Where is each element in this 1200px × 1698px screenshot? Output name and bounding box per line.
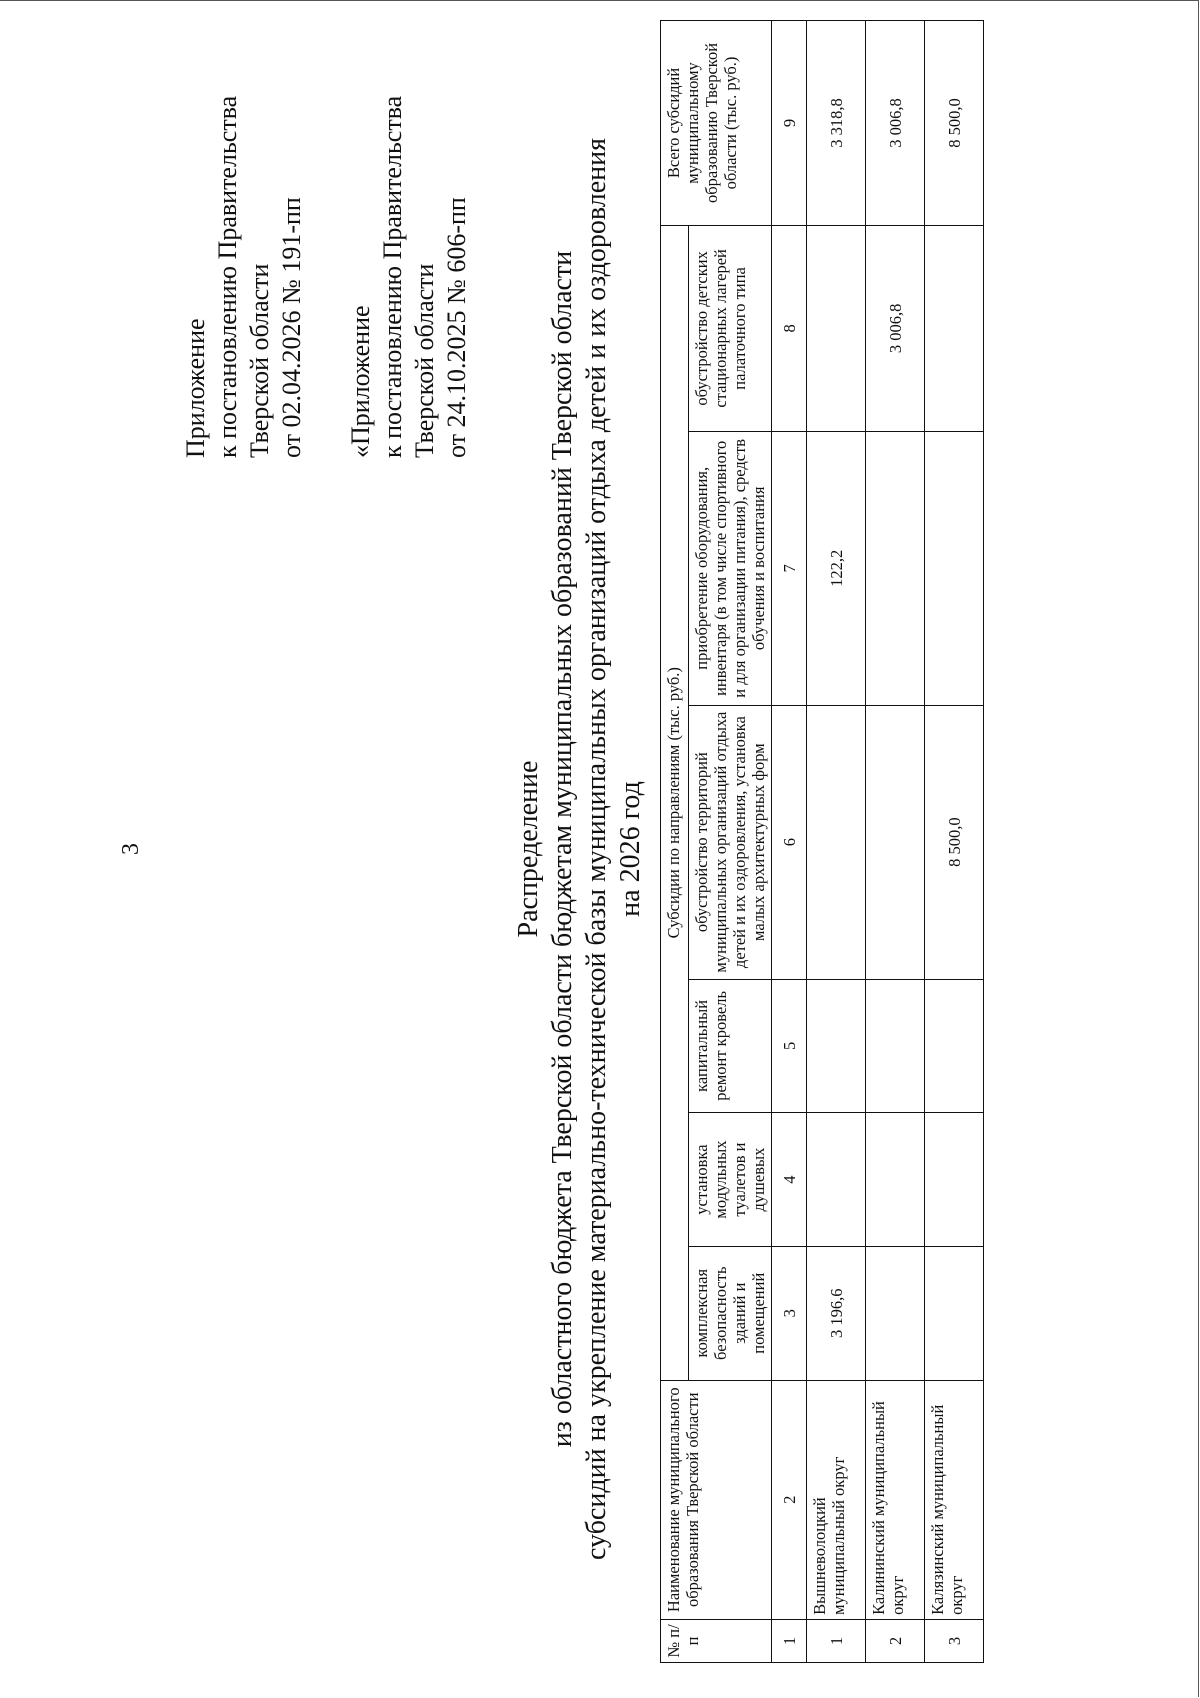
row-col-7	[925, 431, 984, 705]
row-col-8	[807, 225, 866, 431]
row-col-3	[866, 1246, 925, 1380]
row-col-3	[925, 1246, 984, 1380]
header-subsidy-group: Субсидии по направлениям (тыс. руб.)	[661, 225, 689, 1380]
table-row	[866, 21, 925, 1663]
column-number: 5	[772, 979, 807, 1113]
appendix-current-line-4: от 02.04.2026 № 191-пп	[277, 197, 306, 458]
column-number-row	[772, 21, 807, 1663]
appendix-current-line-2: к постановлению Правительства	[213, 95, 242, 458]
row-col-6	[866, 705, 925, 979]
header-total: Всего субсидий муниципальному образованию Тверской области (тыс. руб.)	[661, 21, 772, 226]
header-name: Наименование муниципального образования Тверской области	[661, 1380, 772, 1619]
document-title	[512, 0, 648, 1698]
subsidy-table	[660, 20, 984, 1663]
row-col-8	[925, 225, 984, 431]
row-total: 3 006,8	[866, 21, 925, 226]
appendix-previous-line-1: «Приложение	[346, 305, 375, 458]
appendix-current-block	[180, 96, 308, 458]
row-name: Калязинский муниципальный округ	[925, 1380, 984, 1619]
row-col-4	[866, 1113, 925, 1247]
title-line-2: из областного бюджета Тверской области бюджетам муниципальных образований Тверской области	[547, 250, 578, 1448]
row-col-5	[866, 979, 925, 1113]
appendix-current-line-1: Приложение	[181, 318, 210, 458]
header-col-5: капитальный ремонт кровель	[689, 979, 772, 1113]
title-line-3: субсидий на укрепление материально-технической базы муниципальных организаций отдыха детей и их оздоровления	[581, 138, 612, 1560]
appendix-previous-line-3: Тверской области	[410, 263, 439, 458]
row-col-5	[807, 979, 866, 1113]
header-num: № п/п	[661, 1619, 772, 1662]
row-col-7	[866, 431, 925, 705]
column-number: 4	[772, 1113, 807, 1247]
row-col-5	[925, 979, 984, 1113]
column-number: 9	[772, 21, 807, 226]
appendix-current-line-3: Тверской области	[245, 263, 274, 458]
header-col-6: обустройство территорий муниципальных организаций отдыха детей и их оздоровления, установка малых архитектурных форм	[689, 705, 772, 979]
title-line-1: Распределение	[513, 760, 544, 938]
header-col-8: обустройство детских стационарных лагерей палаточного типа	[689, 225, 772, 431]
column-number: 2	[772, 1380, 807, 1619]
appendix-previous-block	[345, 96, 473, 458]
appendix-previous-line-4: от 24.10.2025 № 606-пп	[442, 197, 471, 458]
row-total: 3 318,8	[807, 21, 866, 226]
row-total: 8 500,0	[925, 21, 984, 226]
row-col-3: 3 196,6	[807, 1246, 866, 1380]
header-col-4: установка модульных туалетов и душевых	[689, 1113, 772, 1247]
row-col-4	[925, 1113, 984, 1247]
subsidy-table-wrapper	[660, 20, 984, 1663]
row-num: 2	[866, 1619, 925, 1662]
table-row	[807, 21, 866, 1663]
row-col-8: 3 006,8	[866, 225, 925, 431]
page-number: 3	[118, 843, 144, 855]
column-number: 8	[772, 225, 807, 431]
title-line-4: на 2026 год	[615, 781, 646, 917]
column-number: 6	[772, 705, 807, 979]
table-row	[925, 21, 984, 1663]
row-num: 3	[925, 1619, 984, 1662]
column-number: 1	[772, 1619, 807, 1662]
row-col-7: 122,2	[807, 431, 866, 705]
row-name: Вышневолоцкий муниципальный округ	[807, 1380, 866, 1619]
appendix-previous-line-2: к постановлению Правительства	[378, 95, 407, 458]
column-number: 3	[772, 1246, 807, 1380]
row-col-6: 8 500,0	[925, 705, 984, 979]
header-col-7: приобретение оборудования, инвентаря (в том числе спортивного и для организации питания), средств обучения и воспитания	[689, 431, 772, 705]
row-name: Калининский муниципальный округ	[866, 1380, 925, 1619]
header-col-3: комплексная безопасность зданий и помещений	[689, 1246, 772, 1380]
column-number: 7	[772, 431, 807, 705]
row-col-6	[807, 705, 866, 979]
row-num: 1	[807, 1619, 866, 1662]
row-col-4	[807, 1113, 866, 1247]
